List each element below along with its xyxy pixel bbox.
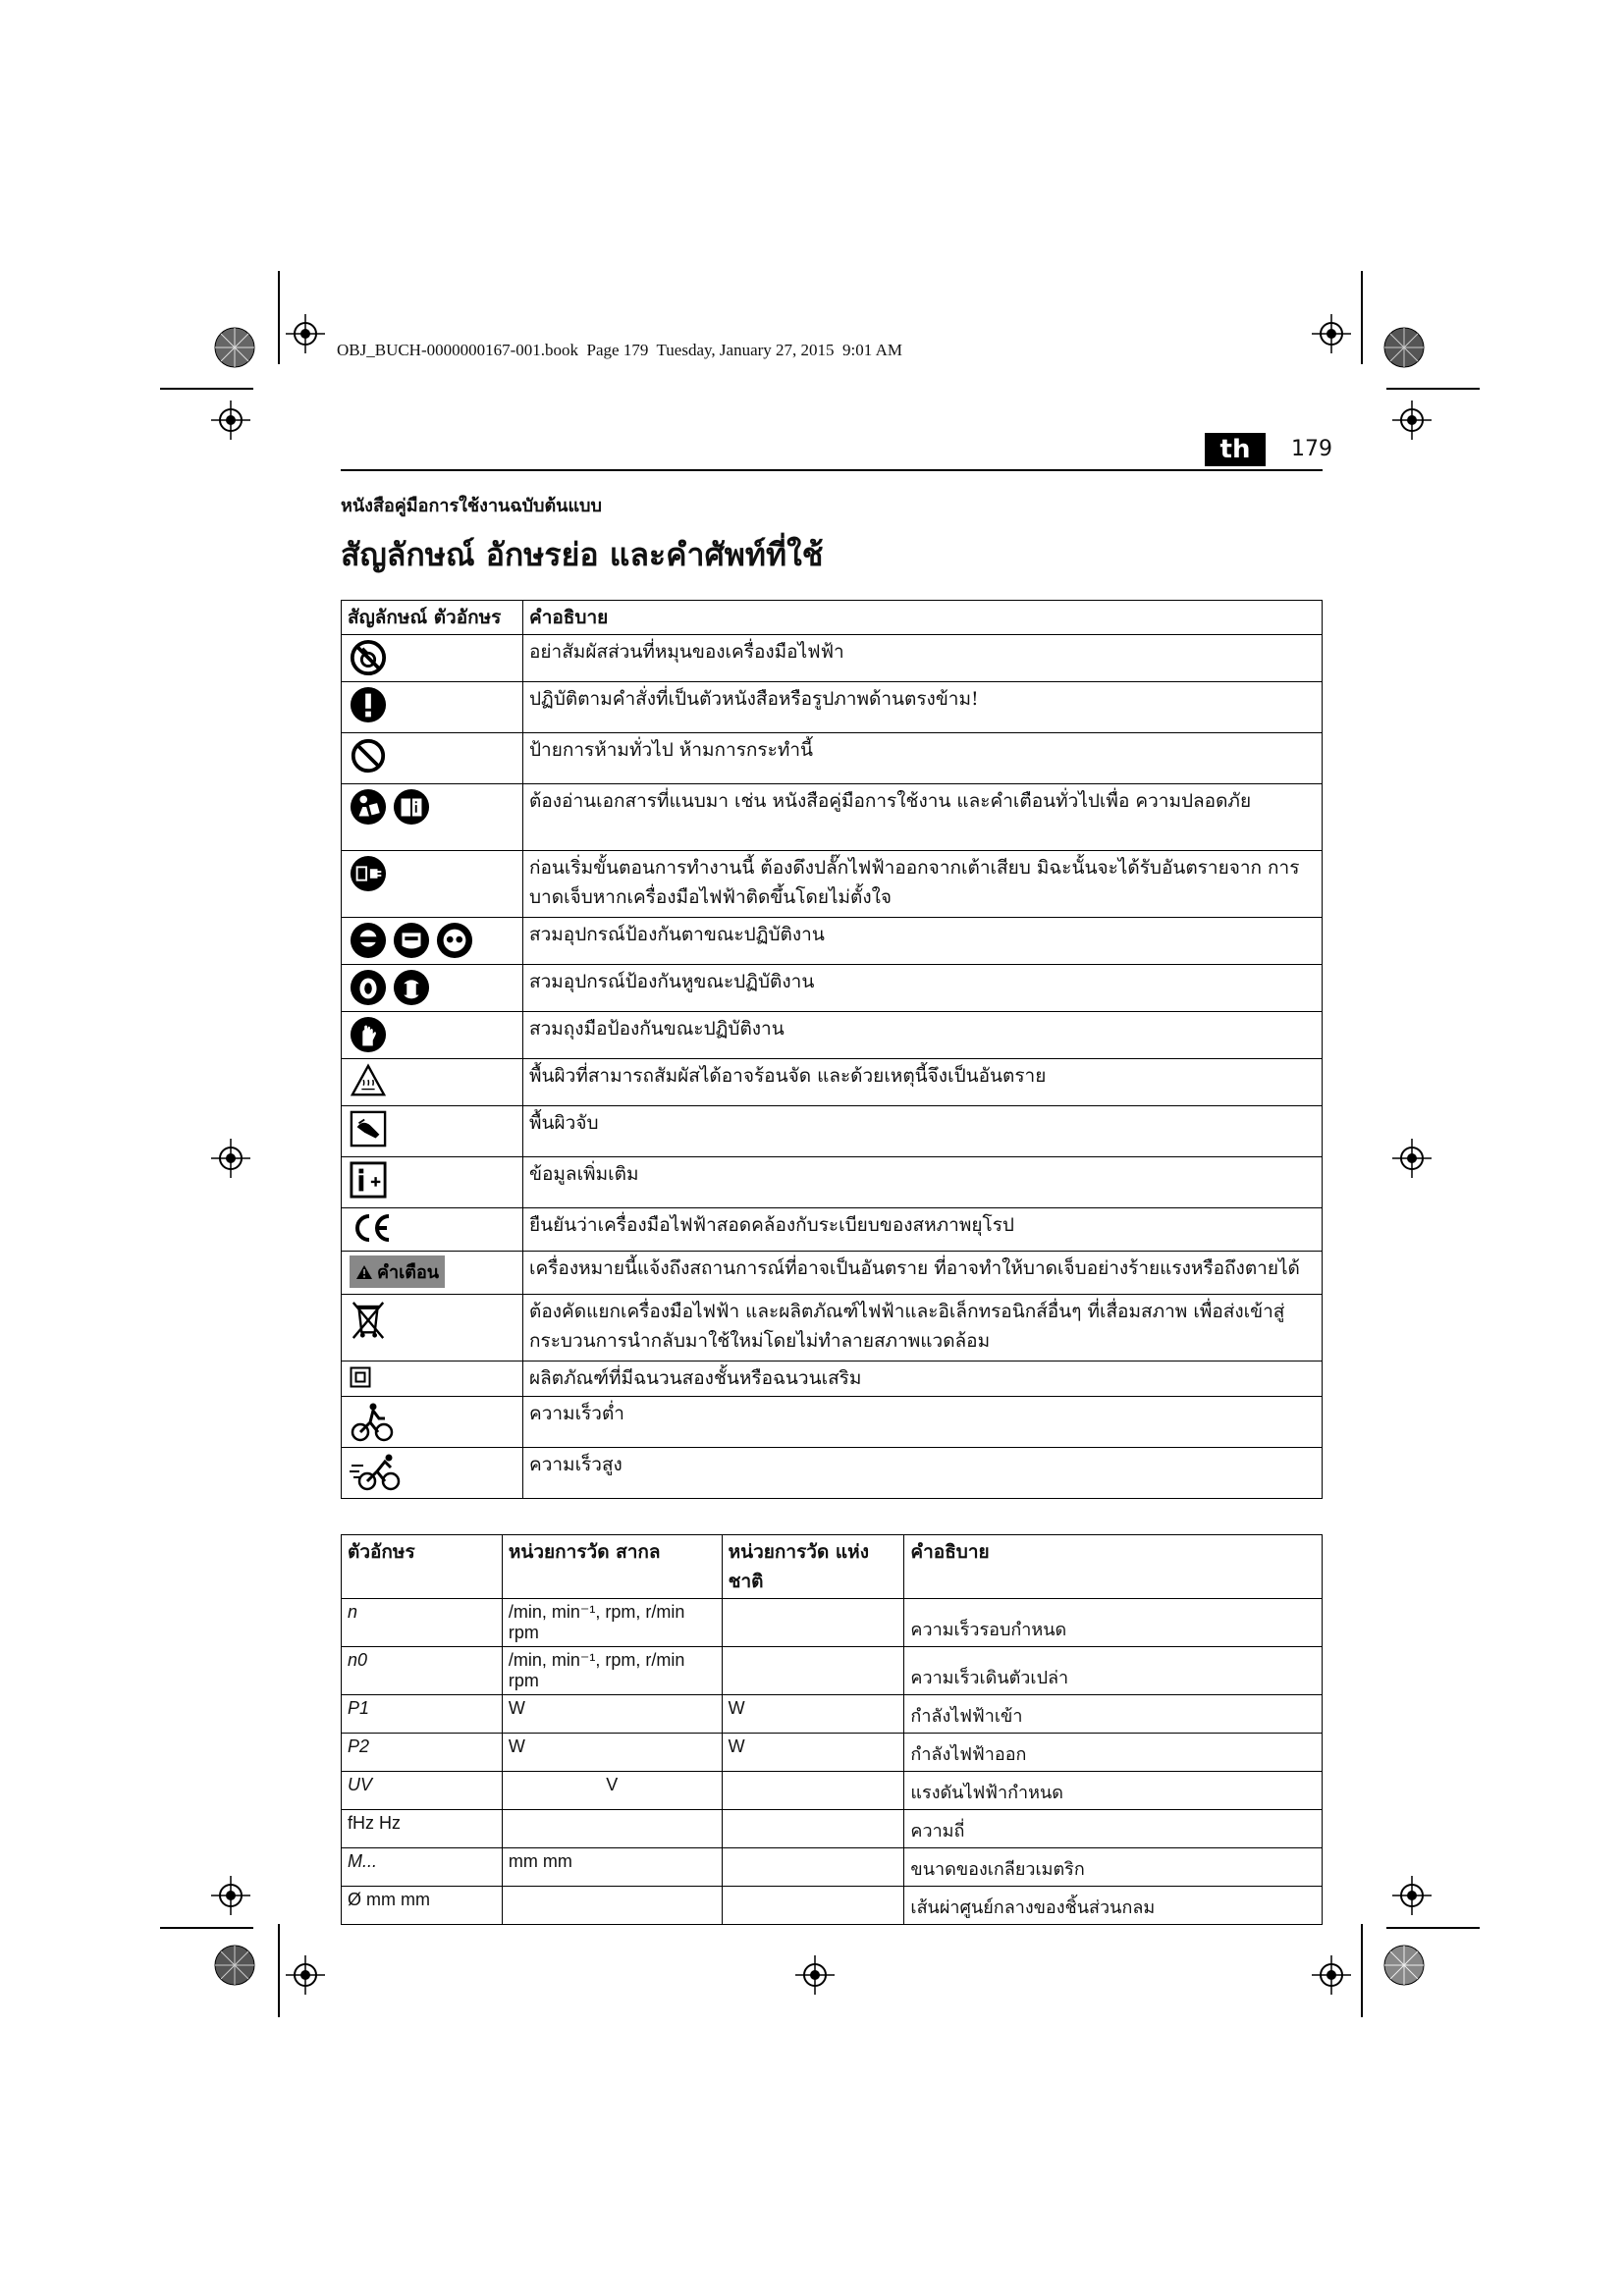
units-table [341,1534,1323,1925]
gloves-icon [350,1016,387,1053]
unit-national: W [722,1734,904,1772]
crop-mark [1386,388,1480,390]
info-icon [350,1161,387,1199]
ce-mark-icon [350,1212,393,1244]
unit-description: แรงดันไฟฟ้ากำหนด [904,1772,1323,1810]
registration-target-icon [1312,314,1351,353]
table-row [342,851,1323,918]
table-row [342,1362,1323,1397]
registration-target-icon [286,314,325,353]
crop-mark [1361,1924,1363,2017]
unit-symbol: UV [342,1772,503,1810]
symbol-description: ผลิตภัณฑ์ที่มีฉนวนสองชั้นหรือฉนวนเสริม [523,1362,1323,1397]
crop-mark [278,271,280,364]
ear-protection-icon [350,969,387,1006]
registration-target-icon [211,1876,250,1915]
face-shield-icon [393,922,430,959]
language-badge: th [1205,433,1266,466]
unit-symbol: Ø mm mm [342,1887,503,1925]
symbols-table [341,600,1323,1499]
table-row [342,1647,1323,1695]
crop-mark [1386,1927,1480,1929]
prohibition-icon [350,737,387,774]
registration-target-icon [211,1139,250,1178]
page-title: สัญลักษณ์ อักษรย่อ และคำศัพท์ที่ใช้ [341,536,824,573]
table-row [342,1887,1323,1925]
double-insulation-icon [350,1366,371,1388]
unit-international: W [502,1695,722,1734]
table-row [342,1012,1323,1059]
crop-mark [278,1924,280,2017]
goggles-icon [350,922,387,959]
column-header: หน่วยการวัด สากล [502,1535,722,1599]
unit-symbol: P2 [342,1734,503,1772]
symbol-description: สวมอุปกรณ์ป้องกันหูขณะปฏิบัติงาน [523,965,1323,1012]
file-info-line: OBJ_BUCH-0000000167-001.book Page 179 Tuesday, January 27, 2015 9:01 AM [337,341,902,359]
symbol-description: สวมอุปกรณ์ป้องกันตาขณะปฏิบัติงาน [523,918,1323,965]
table-row [342,733,1323,784]
ear-muffs-icon [393,969,430,1006]
symbol-description: ต้องอ่านเอกสารที่แนบมา เช่น หนังสือคู่มือการใช้งาน และคำเตือนทั่วไปเพื่อ ความปลอดภัย [523,784,1323,851]
table-row [342,918,1323,965]
table-row [342,682,1323,733]
registration-target-icon [1392,1139,1432,1178]
table-row [342,1772,1323,1810]
symbol-description: ป้ายการห้ามทั่วไป ห้ามการกระทำนี้ [523,733,1323,784]
unit-description: ความเร็วรอบกำหนด [904,1599,1323,1647]
unit-symbol: n0 [342,1647,503,1695]
unit-description: ความถี่ [904,1810,1323,1848]
unit-international: /min, min⁻¹, rpm, r/min rpm [502,1647,722,1695]
color-wheel-icon [213,1944,256,1987]
color-wheel-icon [1382,1944,1426,1987]
unit-description: กำลังไฟฟ้าเข้า [904,1695,1323,1734]
hot-surface-icon [350,1063,387,1098]
table-row [342,1106,1323,1157]
table-row [342,965,1323,1012]
unit-symbol: n [342,1599,503,1647]
unit-international: /min, min⁻¹, rpm, r/min rpm [502,1599,722,1647]
table-row [342,1059,1323,1106]
symbol-description: ความเร็วสูง [523,1448,1323,1499]
safety-glasses-icon [436,922,473,959]
unit-international: V [502,1772,722,1810]
table-row [342,1252,1323,1295]
unit-symbol: fHz Hz [342,1810,503,1848]
color-wheel-icon [1382,326,1426,369]
registration-target-icon [1392,1876,1432,1915]
unit-international [502,1887,722,1925]
unit-description: กำลังไฟฟ้าออก [904,1734,1323,1772]
table-row [342,1448,1323,1499]
unit-national [722,1599,904,1647]
registration-target-icon [1312,1955,1351,1995]
table-row [342,1397,1323,1448]
table-header-row [342,601,1323,635]
header-rule [341,469,1323,471]
table-row [342,1208,1323,1252]
symbol-description: ยืนยันว่าเครื่องมือไฟฟ้าสอดคล้องกับระเบียบของสหภาพยุโรป [523,1208,1323,1252]
symbol-description: ความเร็วต่ำ [523,1397,1323,1448]
unit-symbol: M... [342,1848,503,1887]
table-row [342,635,1323,682]
table-row [342,1295,1323,1362]
table-row [342,1599,1323,1647]
warning-badge-label: คำเตือน [377,1262,440,1283]
unit-national [722,1887,904,1925]
symbol-description: พื้นผิวจับ [523,1106,1323,1157]
symbol-description: สวมถุงมือป้องกันขณะปฏิบัติงาน [523,1012,1323,1059]
cyclist-slow-icon [350,1401,395,1442]
column-header: คำอธิบาย [904,1535,1323,1599]
warning-badge-icon [350,1255,445,1288]
column-header: หน่วยการวัด แห่งชาติ [722,1535,904,1599]
weee-bin-icon [350,1299,387,1342]
unit-international: mm mm [502,1848,722,1887]
registration-target-icon [211,400,250,440]
unit-international: W [502,1734,722,1772]
symbol-description: ต้องคัดแยกเครื่องมือไฟฟ้า และผลิตภัณฑ์ไฟฟ้าและอิเล็กทรอนิกส์อื่นๆ ที่เสื่อมสภาพ เพื่อส่งเข้าสู่ กระบวนการนำกลับมาใช้ใหม่โดยไม่ทำลายสภาพแวดล้อม [523,1295,1323,1362]
unit-national [722,1647,904,1695]
unit-national: W [722,1695,904,1734]
symbol-description: พื้นผิวที่สามารถสัมผัสได้อาจร้อนจัด และด้วยเหตุนี้จึงเป็นอันตราย [523,1059,1323,1106]
crop-mark [160,1927,253,1929]
table-row [342,1734,1323,1772]
symbol-description: ก่อนเริ่มขั้นตอนการทำงานนี้ ต้องดึงปลั๊กไฟฟ้าออกจากเต้าเสียบ มิฉะนั้นจะได้รับอันตรายจาก การบาดเจ็บหากเครื่องมือไฟฟ้าติดขึ้นโดยไม่ตั้งใจ [523,851,1323,918]
column-header: ตัวอักษร [342,1535,503,1599]
registration-target-icon [795,1955,835,1995]
unit-national [722,1848,904,1887]
crop-mark [160,388,253,390]
document-subtitle: หนังสือคู่มือการใช้งานฉบับต้นแบบ [341,496,602,516]
table-row [342,1157,1323,1208]
registration-target-icon [286,1955,325,1995]
color-wheel-icon [213,326,256,369]
table-row [342,1848,1323,1887]
table-row [342,784,1323,851]
table-header-row [342,1535,1323,1599]
registration-target-icon [1392,400,1432,440]
cyclist-fast-icon [350,1452,403,1491]
mandatory-exclamation-icon [350,686,387,723]
unit-description: ขนาดของเกลียวเมตริก [904,1848,1323,1887]
read-manual-book-icon [393,788,430,826]
read-manual-person-icon [350,788,387,826]
page-number: 179 [1291,437,1332,461]
column-header: คำอธิบาย [523,601,1323,635]
unit-international [502,1810,722,1848]
crop-mark [1361,271,1363,364]
unit-national [722,1772,904,1810]
table-row [342,1810,1323,1848]
unit-national [722,1810,904,1848]
unplug-icon [350,855,387,892]
grip-surface-icon [350,1110,387,1148]
unit-symbol: P1 [342,1695,503,1734]
no-touch-rotating-icon [350,639,387,676]
column-header: สัญลักษณ์ ตัวอักษร [342,601,523,635]
symbol-description: ปฏิบัติตามคำสั่งที่เป็นตัวหนังสือหรือรูปภาพด้านตรงข้าม! [523,682,1323,733]
symbol-description: อย่าสัมผัสส่วนที่หมุนของเครื่องมือไฟฟ้า [523,635,1323,682]
unit-description: ความเร็วเดินตัวเปล่า [904,1647,1323,1695]
unit-description: เส้นผ่าศูนย์กลางของชิ้นส่วนกลม [904,1887,1323,1925]
symbol-description: เครื่องหมายนี้แจ้งถึงสถานการณ์ที่อาจเป็นอันตราย ที่อาจทำให้บาดเจ็บอย่างร้ายแรงหรือถึงตายได้ [523,1252,1323,1295]
symbol-description: ข้อมูลเพิ่มเติม [523,1157,1323,1208]
table-row [342,1695,1323,1734]
